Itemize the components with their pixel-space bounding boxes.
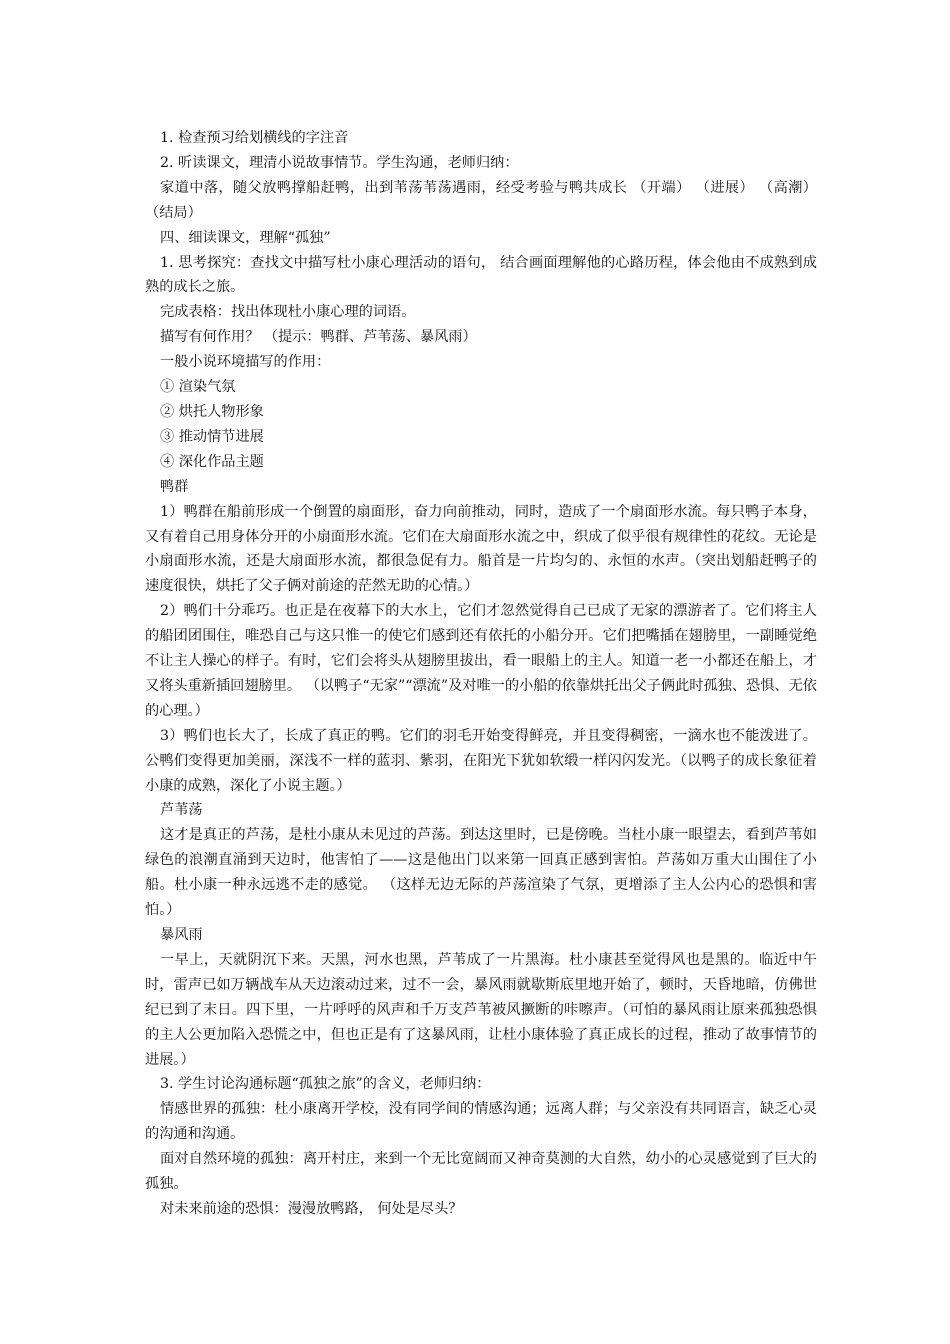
paragraph: 2. 听读课文，理清小说故事情节。学生沟通，老师归纳： [160,154,519,171]
paragraph: 对未来前途的恐惧：漫漫放鸭路， 何处是尽头？ [160,1200,463,1217]
section-heading: 四、细读课文，理解“孤独” [160,229,331,246]
paragraph: 家道中落，随父放鸭撑船赶鸭，出到苇荡苇荡遇雨，经受考验与鸭共成长 （开端） （进展） （高潮） （结局） [145,179,817,221]
subheading: 芦苇荡 [160,802,203,819]
paragraph: 情感世界的孤独：杜小康离开学校，没有同学间的情感沟通；远离人群；与父亲没有共同语言，缺乏心灵的沟通和沟通。 [145,1101,817,1143]
paragraph: 1）鸭群在船前形成一个倒置的扇面形，奋力向前推动，同时，造成了一个扇面形水流。每只鸭子本身，又有着自己用身体分开的小扇面形水流。它们在大扇面形水流之中，织成了似乎很有规律性的花纹。无论是小扇面形水流，还是大扇面形水流，都很急促有力。船首是一片均匀的、永恒的水声。（突出划船赶鸭子的速度很快，烘托了父子俩对前途的茫然无助的心情。） [145,503,817,595]
paragraph: 2）鸭们十分乖巧。也正是在夜幕下的大水上，它们才忽然觉得自己已成了无家的漂游者了。它们将主人的船团团围住，唯恐自己与这只惟一的使它们感到还有依托的小船分开。它们把嘴插在翅膀里，一副睡觉绝不让主人操心的样子。有时，它们会将头从翅膀里拔出，看一眼船上的主人。知道一老一小都还在船上，才又将头重新插回翅膀里。 （以鸭子“无家”“漂流”及对唯一的小船的依靠烘托出父子俩此时孤独、恐惧、无依的心理。） [145,603,817,719]
paragraph: 3. 学生讨论沟通标题“孤独之旅”的含义，老师归纳： [160,1076,491,1093]
paragraph: 3）鸭们也长大了，长成了真正的鸭。它们的羽毛开始变得鲜亮，并且变得稠密，一滴水也不能泼进了。公鸭们变得更加美丽，深浅不一样的蓝羽、紫羽，在阳光下犹如软缎一样闪闪发光。（以鸭子的成长象征着小康的成熟，深化了小说主题。） [145,727,817,794]
paragraph: 1. 思考探究：查找文中描写杜小康心理活动的语句， 结合画面理解他的心路历程，体会他由不成熟到成熟的成长之旅。 [145,254,817,296]
list-item: ④ 深化作品主题 [160,453,264,470]
document-body [145,126,817,1222]
list-item: ① 渲染气氛 [160,379,236,396]
paragraph: 这才是真正的芦荡，是杜小康从未见过的芦荡。到达这里时，已是傍晚。当杜小康一眼望去，看到芦苇如绿色的浪潮直涌到天边时，他害怕了——这是他出门以来第一回真正感到害怕。芦荡如万重大山围住了小船。杜小康一种永远逃不走的感觉。 （这样无边无际的芦荡渲染了气氛，更增添了主人公内心的恐惧和害怕。） [145,827,817,919]
paragraph: 1. 检查预习给划横线的字注音 [160,130,349,146]
subheading: 鸭群 [160,478,189,495]
paragraph: 完成表格：找出体现杜小康心理的词语。 [160,304,416,321]
paragraph: 描写有何作用？ （提示：鸭群、芦苇荡、暴风雨） [160,329,477,346]
paragraph: 一早上，天就阴沉下来。天黑，河水也黑，芦苇成了一片黑海。杜小康甚至觉得风也是黑的。临近中午时，雷声已如万辆战车从天边滚动过来，过不一会，暴风雨就歇斯底里地开始了，顿时，天昏地暗，仿佛世纪已到了末日。四下里，一片呼呼的风声和千万支芦苇被风撅断的咔嚓声。（可怕的暴风雨让原来孤独恐惧的主人公更加陷入恐慌之中，但也正是有了这暴风雨，让杜小康体验了真正成长的过程，推动了故事情节的进展。） [145,951,817,1068]
list-item: ② 烘托人物形象 [160,403,264,420]
list-item: ③ 推动情节进展 [160,428,264,445]
subheading: 暴风雨 [160,927,203,943]
paragraph: 面对自然环境的孤独：离开村庄，来到一个无比宽阔而又神奇莫测的大自然，幼小的心灵感觉到了巨大的孤独。 [145,1151,817,1193]
paragraph: 一般小说环境描写的作用： [160,354,331,371]
